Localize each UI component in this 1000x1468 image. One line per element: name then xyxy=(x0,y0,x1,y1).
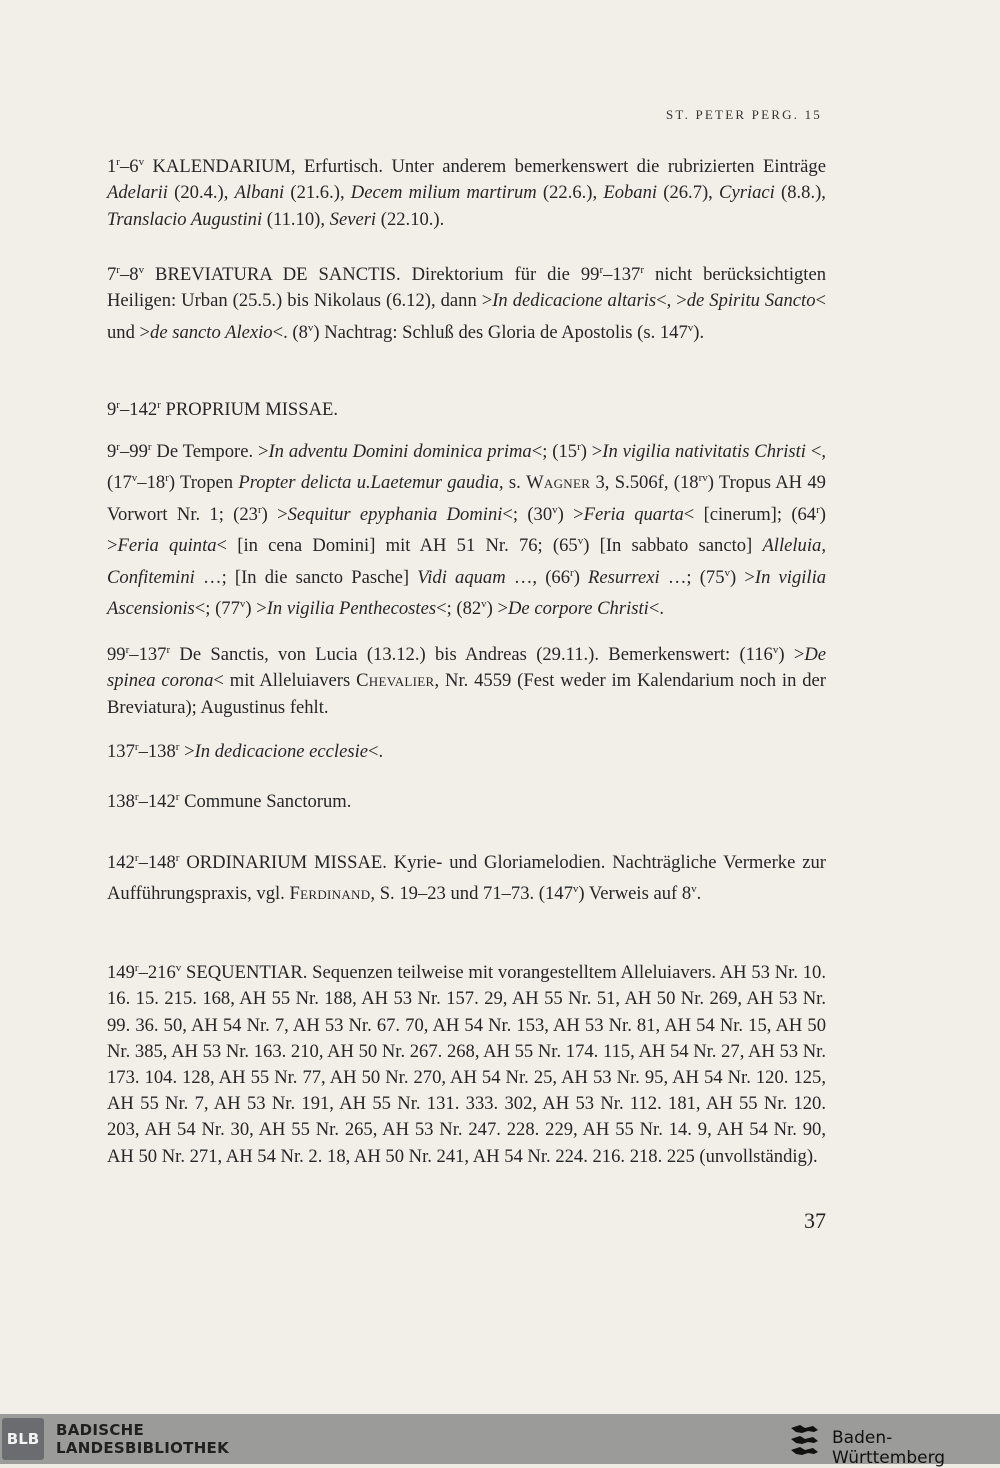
entry-proprium: 9$^r$–142$^r$ PROPRIUM MISSAE. xyxy=(107,399,339,421)
entry-de-sanctis: 99$^r$–137$^r$ De Sanctis, von Lucia (13.12.) bis Andreas (29.11.). Bemerkenswert: $(116^v) >De$ spinea corona< mit Alleluiavers Chevalier, Nr. 4559 (Fest weder im Kalendarium noch in der Breviatura); Augustinus fehlt. xyxy=(107,644,826,718)
lions-icon xyxy=(788,1422,822,1458)
entry-ordinarium: 142$^r$–148$^r$ ORDINARIUM MISSAE. Kyrie- und Gloriamelodien. Nachträgliche Vermerke zur Aufführungspraxis, vgl. Ferdinand, S. 19–23 und 71–73. (147$^v$) Verweis auf 8$^v$. xyxy=(107,852,826,905)
library-name-line2: LANDESBIBLIOTHEK xyxy=(56,1439,230,1457)
entry-kalendarium: 1$^r$–6$^v$ KALENDARIUM, Erfurtisch. Unter anderem bemerkenswert die rubrizierten Einträge Adelarii (20.4.), Albani (21.6.), Decem milium martirum (22.6.), Eobani (26.7), Cyriaci (8.8.), Translacio Augustini (11.10), Severi (22.10.). xyxy=(107,156,826,230)
footer-bar xyxy=(0,1414,1000,1468)
entry-sequentiar: 149$^r$–216$^v$ SEQUENTIAR. Sequenzen teilweise mit vorangestelltem Alleluiavers. AH 53 Nr. 10. 16. 15. 215. 168, AH 55 Nr. 188, AH 53 Nr. 157. 29, AH 55 Nr. 51, AH 50 Nr. 269, AH 53 Nr. 99. 36. 50, AH 54 Nr. 7, AH 53 Nr. 67. 70, AH 54 Nr. 153, AH 53 Nr. 81, AH 54 Nr. 15, AH 50 Nr. 385, AH 53 Nr. 163. 210, AH 50 Nr. 267. 268, AH 55 Nr. 174. 115, AH 54 Nr. 27, AH 53 Nr. 173. 104. 128, AH 55 Nr. 77, AH 50 Nr. 270, AH 54 Nr. 25, AH 53 Nr. 95, AH 54 Nr. 120. 125, AH 55 Nr. 7, AH 53 Nr. 191, AH 55 Nr. 131. 333. 302, AH 53 Nr. 112. 181, AH 55 Nr. 120. 203, AH 54 Nr. 30, AH 55 Nr. 265, AH 53 Nr. 247. 228. 229, AH 55 Nr. 14. 9, AH 54 Nr. 90, AH 50 Nr. 271, AH 54 Nr. 2. 18, AH 50 Nr. 241, AH 54 Nr. 224. 216. 218. 225 (unvollständig). xyxy=(107,962,826,1167)
running-head: ST. PETER PERG. 15 xyxy=(665,107,822,122)
library-name[interactable] xyxy=(56,1421,229,1457)
state-name[interactable]: Baden-Württemberg xyxy=(832,1428,946,1468)
library-name-line1: BADISCHE xyxy=(56,1421,145,1439)
page-number: 37 xyxy=(804,1208,826,1233)
entry-breviatura: 7$^r$–8$^v$ BREVIATURA DE SANCTIS. Direktorium für die 99$^r$–137$^r$ nicht berücksichtigten Heiligen: Urban (25.5.) bis Nikolaus (6.12), dann >In dedicacione altaris<, >de Spiritu Sancto< und >de sancto Alexio<. (8$^v$) Nachtrag: Schluß des Gloria de Apostolis (s. 147$^v$). xyxy=(107,264,827,343)
entry-de-tempore: 9$^r$–99$^r$ De Tempore. >In adventu Domini dominica prima<; $(15^r) >In$ vigilia nativitatis Christi <, (17$^v$–18$^r$) Tropen Propter delicta u.Laetemur gaudia, s. Wagner 3, S.506f, $(18^{rv})$ Tropus AH 49 Vorwort Nr. 1; $(23^r)$ >Sequitur epyphania Domini<; $(30^v)$ >Feria quarta< [cinerum]; $(64^r)$ >Feria quinta< [in cena Domini] mit AH 51 Nr. 76; (65$^v$) [In sabbato sancto] Alleluia, Confitemini …; [In die sancto Pasche] Vidi aquam …, (66$^r$) Resurrexi …; $(75^v) >In$ vigilia Ascensionis<; $(77^v) >In$ vigilia Penthecostes<; $(82^v) >De$ corpore Christi<. xyxy=(107,441,827,620)
entry-dedicacione: $137^r-138^r >In$ dedicacione ecclesie<. xyxy=(107,741,384,763)
entry-commune: 138$^r$–142$^r$ Commune Sanctorum. xyxy=(107,791,352,813)
blb-logo[interactable]: BLB xyxy=(2,1418,44,1460)
